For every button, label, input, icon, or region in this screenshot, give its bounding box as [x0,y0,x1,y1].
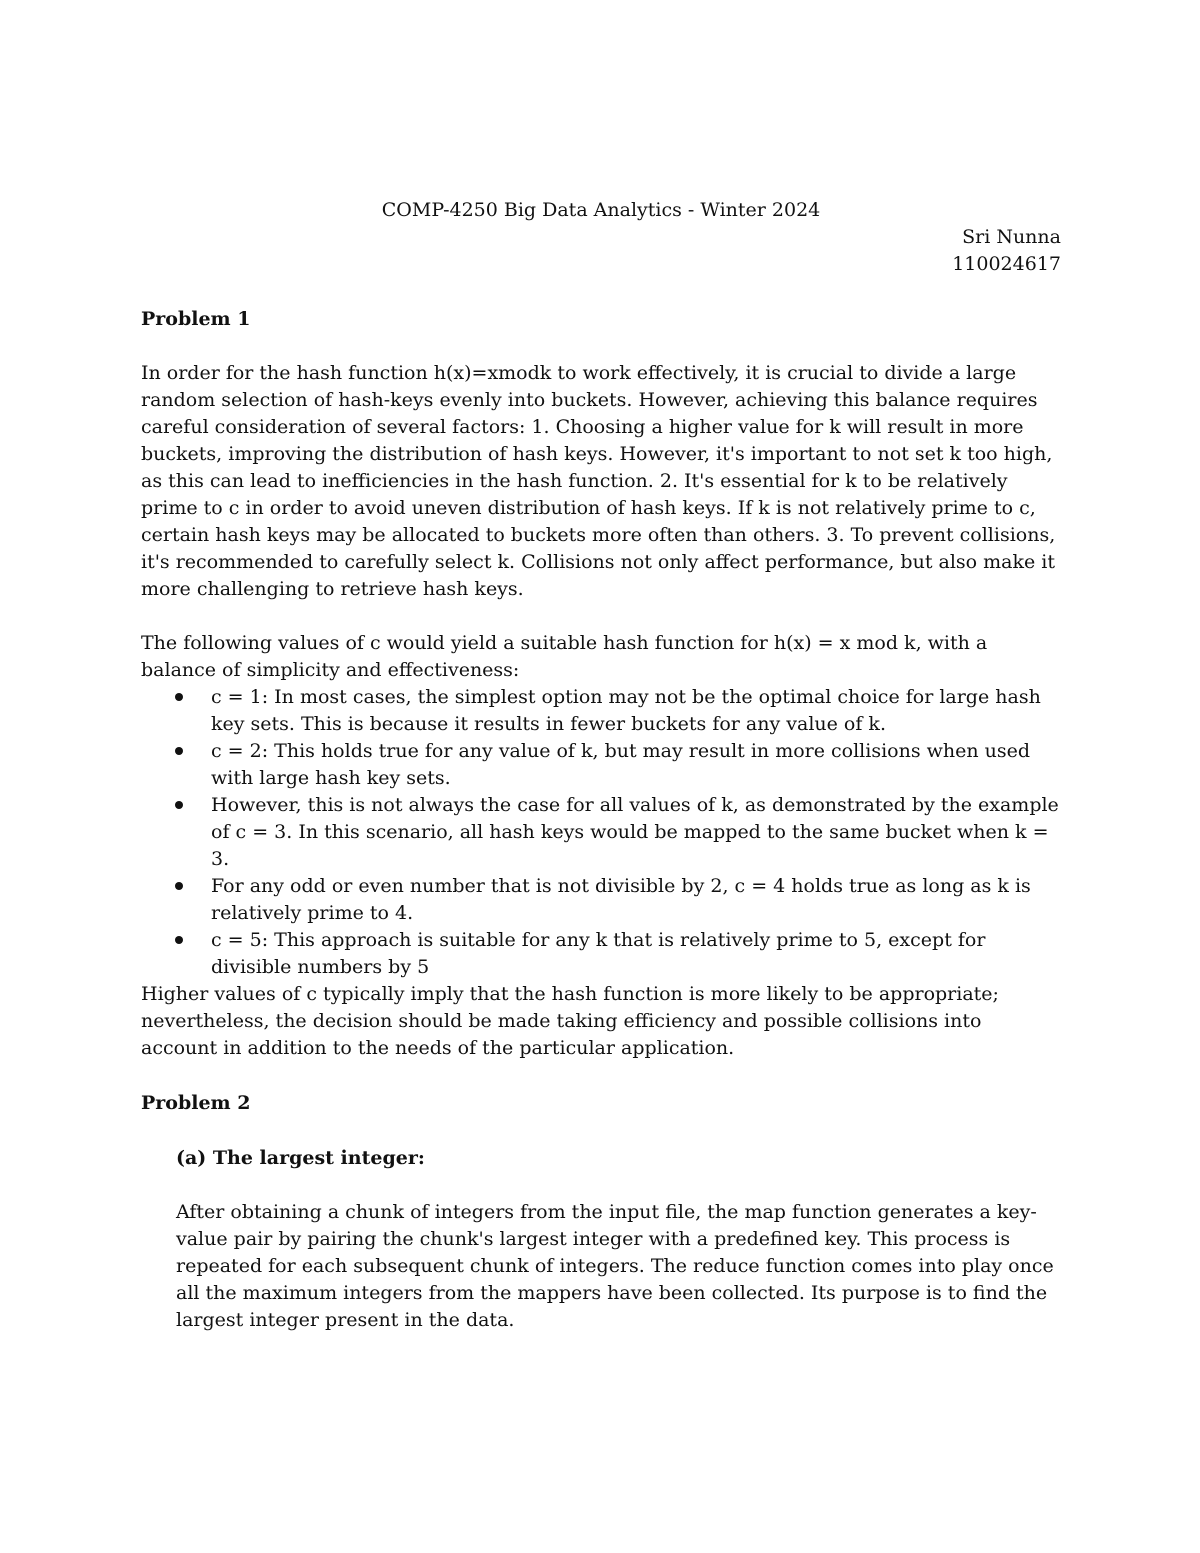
part-a-paragraph: After obtaining a chunk of integers from the input file, the map function generates a key-value pair by pairing the chunk's largest integer with a predefined key. This process is repeated for each subsequent chunk of integers. The reduce function comes into play once all the maximum integers from the mappers have been collected. Its purpose is to find the largest integer present in the data. [176,1201,1054,1331]
list-item [141,684,1061,738]
bullet-icon [175,747,183,755]
c-values-list [141,684,1061,981]
bullet-icon [175,693,183,701]
author-name: Sri Nunna [962,226,1061,248]
author-block [141,224,1061,278]
list-item-text: c = 1: In most cases, the simplest option may not be the optimal choice for large hash key sets. This is because it results in fewer buckets for any value of k. [211,686,1041,735]
list-item [141,738,1061,792]
list-item-text: For any odd or even number that is not divisible by 2, c = 4 holds true as long as k is relatively prime to 4. [211,875,1031,924]
bullet-icon [175,882,183,890]
problem-1-paragraph-3: Higher values of c typically imply that the hash function is more likely to be appropriate; nevertheless, the decision should be made taking efficiency and possible collisions into account in addition to the needs of the particular application. [141,983,999,1059]
bullet-icon [175,936,183,944]
author-id: 110024617 [952,253,1061,275]
document-title: COMP-4250 Big Data Analytics - Winter 2024 [381,199,821,221]
list-item-text: c = 2: This holds true for any value of k, but may result in more collisions when used with large hash key sets. [211,740,1031,789]
bullet-icon [175,801,183,809]
list-item [141,927,1061,981]
problem-1-paragraph-2: The following values of c would yield a suitable hash function for h(x) = x mod k, with a balance of simplicity and effectiveness: [141,632,988,681]
list-item [141,792,1061,873]
problem-2-part-a [141,1145,1061,1334]
problem-1-heading: Problem 1 [141,308,251,330]
list-item-text: c = 5: This approach is suitable for any k that is relatively prime to 5, except for divisible numbers by 5 [211,929,986,978]
problem-2-heading: Problem 2 [141,1092,251,1114]
list-item-text: However, this is not always the case for all values of k, as demonstrated by the example of c = 3. In this scenario, all hash keys would be mapped to the same bucket when k = 3. [211,794,1059,870]
problem-1-paragraph-1: In order for the hash function h(x)=xmodk to work effectively, it is crucial to divide a large random selection of hash-keys evenly into buckets. However, achieving this balance requires careful consideration of several factors: 1. Choosing a higher value for k will result in more buckets, improving the distribution of hash keys. However, it's important to not set k too high, as this can lead to inefficiencies in the hash function. 2. It's essential for k to be relatively prime to c in order to avoid uneven distribution of hash keys. If k is not relatively prime to c, certain hash keys may be allocated to buckets more often than others. 3. To prevent collisions, it's recommended to carefully select k. Collisions not only affect performance, but also make it more challenging to retrieve hash keys. [141,362,1056,600]
document-content [141,197,1061,1334]
list-item [141,873,1061,927]
part-a-heading: (a) The largest integer: [176,1147,425,1169]
